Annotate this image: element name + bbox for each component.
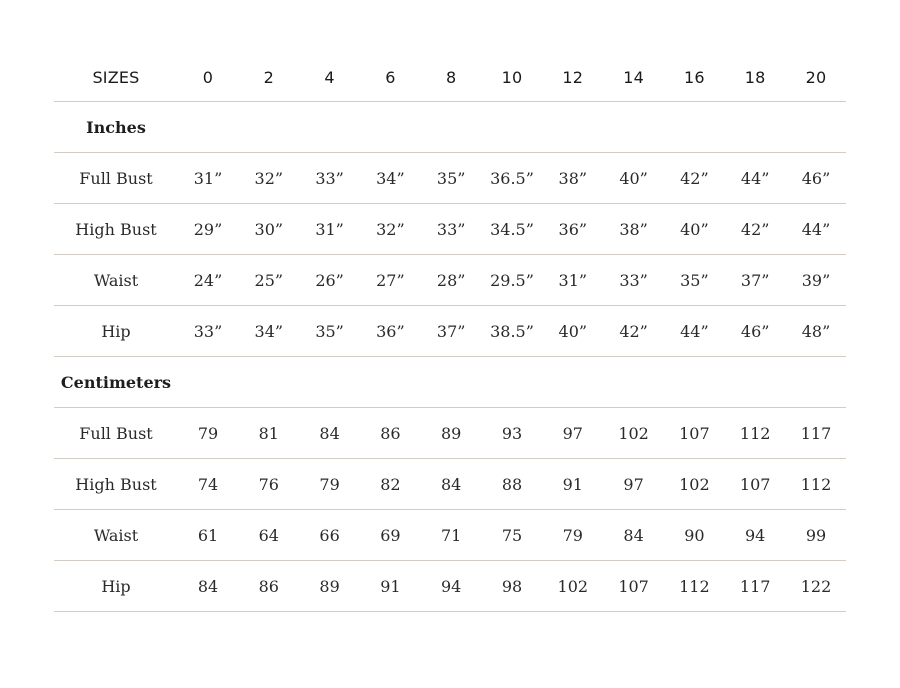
section-row-inches [54,102,846,153]
measurement-cell: 25” [254,270,284,290]
measurement-cell: 44” [740,168,770,188]
measurement-cell: 84 [319,423,340,443]
measurement-cell: 102 [679,474,710,494]
measurement-cell: 86 [380,423,401,443]
size-header-cell: 18 [744,68,766,87]
measurement-cell: 31” [315,219,344,239]
measurement-cell: 32” [254,168,284,188]
measurement-cell: 102 [618,423,649,443]
measurement-cell: 94 [441,576,462,596]
measurement-cell: 84 [197,576,219,596]
measurement-cell: 42” [680,168,709,188]
measurement-cell: 37” [436,321,466,341]
section-row-centimeters [54,357,846,408]
measurement-cell: 75 [501,525,523,545]
measurement-cell: 30” [254,219,284,239]
measurement-cell: 88 [501,474,523,494]
measurement-cell: 36.5” [490,168,534,188]
row-label: Waist [93,525,139,545]
measurement-cell: 71 [441,525,462,545]
measurement-cell: 38” [619,219,648,239]
measurement-cell: 26” [315,270,344,290]
header-row [54,52,846,102]
measurement-cell: 38.5” [490,321,534,341]
section-title-inches: Inches [86,117,146,137]
row-label: Waist [93,270,139,290]
measurement-cell: 34” [254,321,284,341]
measurement-cell: 112 [739,423,771,443]
measurement-cell: 117 [800,423,832,443]
measurement-cell: 37” [740,270,770,290]
measurement-cell: 35” [680,270,709,290]
measurement-cell: 98 [501,576,523,596]
size-header-cell: 8 [445,68,457,87]
measurement-cell: 112 [679,576,710,596]
table-row [54,255,846,306]
measurement-cell: 79 [319,474,340,494]
measurement-cell: 99 [805,525,827,545]
size-chart-table [54,52,846,612]
measurement-cell: 29” [193,219,223,239]
measurement-cell: 66 [319,525,340,545]
measurement-cell: 48” [801,321,831,341]
measurement-cell: 86 [258,576,279,596]
size-header-cell: 6 [385,68,396,87]
table-row [54,561,846,612]
row-label: Hip [101,321,131,341]
measurement-cell: 84 [441,474,462,494]
measurement-cell: 40” [619,168,648,188]
measurement-cell: 84 [623,525,644,545]
measurement-cell: 36” [558,219,588,239]
measurement-cell: 93 [501,423,523,443]
row-label: High Bust [75,219,157,239]
measurement-cell: 36” [376,321,405,341]
table-row [54,204,846,255]
measurement-cell: 112 [800,474,832,494]
table-row [54,306,846,357]
measurement-cell: 31” [193,168,223,188]
size-header-cell: 4 [324,68,335,87]
measurement-cell: 91 [380,576,401,596]
measurement-cell: 89 [441,423,462,443]
table-row [54,510,846,561]
measurement-cell: 74 [197,474,219,494]
measurement-cell: 46” [740,321,770,341]
table-row [54,153,846,204]
sizes-header: SIZES [92,68,140,87]
measurement-cell: 122 [800,576,832,596]
measurement-cell: 33” [619,270,648,290]
measurement-cell: 33” [315,168,344,188]
measurement-cell: 46” [801,168,831,188]
size-header-cell: 2 [263,68,274,87]
measurement-cell: 107 [739,474,771,494]
size-header-cell: 20 [805,68,827,87]
measurement-cell: 42” [619,321,648,341]
measurement-cell: 81 [258,423,279,443]
row-label: High Bust [75,474,157,494]
measurement-cell: 79 [197,423,219,443]
measurement-cell: 64 [258,525,279,545]
measurement-cell: 97 [623,474,644,494]
measurement-cell: 24” [193,270,223,290]
size-header-cell: 14 [623,68,644,87]
row-label: Hip [101,576,131,596]
measurement-cell: 38” [558,168,588,188]
measurement-cell: 94 [745,525,766,545]
measurement-cell: 40” [680,219,709,239]
measurement-cell: 35” [436,168,466,188]
measurement-cell: 61 [197,525,219,545]
measurement-cell: 40” [558,321,588,341]
measurement-cell: 32” [376,219,405,239]
measurement-cell: 79 [562,525,583,545]
size-header-cell: 0 [202,68,214,87]
table-row [54,459,846,510]
measurement-cell: 89 [319,576,340,596]
measurement-cell: 42” [740,219,770,239]
measurement-cell: 76 [258,474,279,494]
measurement-cell: 107 [618,576,649,596]
measurement-cell: 27” [376,270,405,290]
measurement-cell: 28” [436,270,466,290]
measurement-cell: 39” [801,270,831,290]
row-label: Full Bust [79,168,153,188]
measurement-cell: 33” [193,321,223,341]
measurement-cell: 31” [558,270,588,290]
measurement-cell: 34.5” [490,219,534,239]
measurement-cell: 102 [557,576,589,596]
measurement-cell: 82 [380,474,401,494]
measurement-cell: 69 [380,525,401,545]
size-header-cell: 10 [501,68,523,87]
measurement-cell: 44” [680,321,709,341]
size-header-cell: 16 [684,68,705,87]
table-row [54,408,846,459]
measurement-cell: 117 [739,576,771,596]
measurement-cell: 29.5” [490,270,534,290]
measurement-cell: 44” [801,219,831,239]
measurement-cell: 91 [562,474,583,494]
measurement-cell: 97 [562,423,583,443]
measurement-cell: 107 [679,423,710,443]
measurement-cell: 90 [684,525,705,545]
measurement-cell: 33” [436,219,466,239]
measurement-cell: 35” [315,321,344,341]
size-header-cell: 12 [562,68,584,87]
measurement-cell: 34” [376,168,405,188]
section-title-centimeters: Centimeters [60,372,172,392]
row-label: Full Bust [79,423,153,443]
